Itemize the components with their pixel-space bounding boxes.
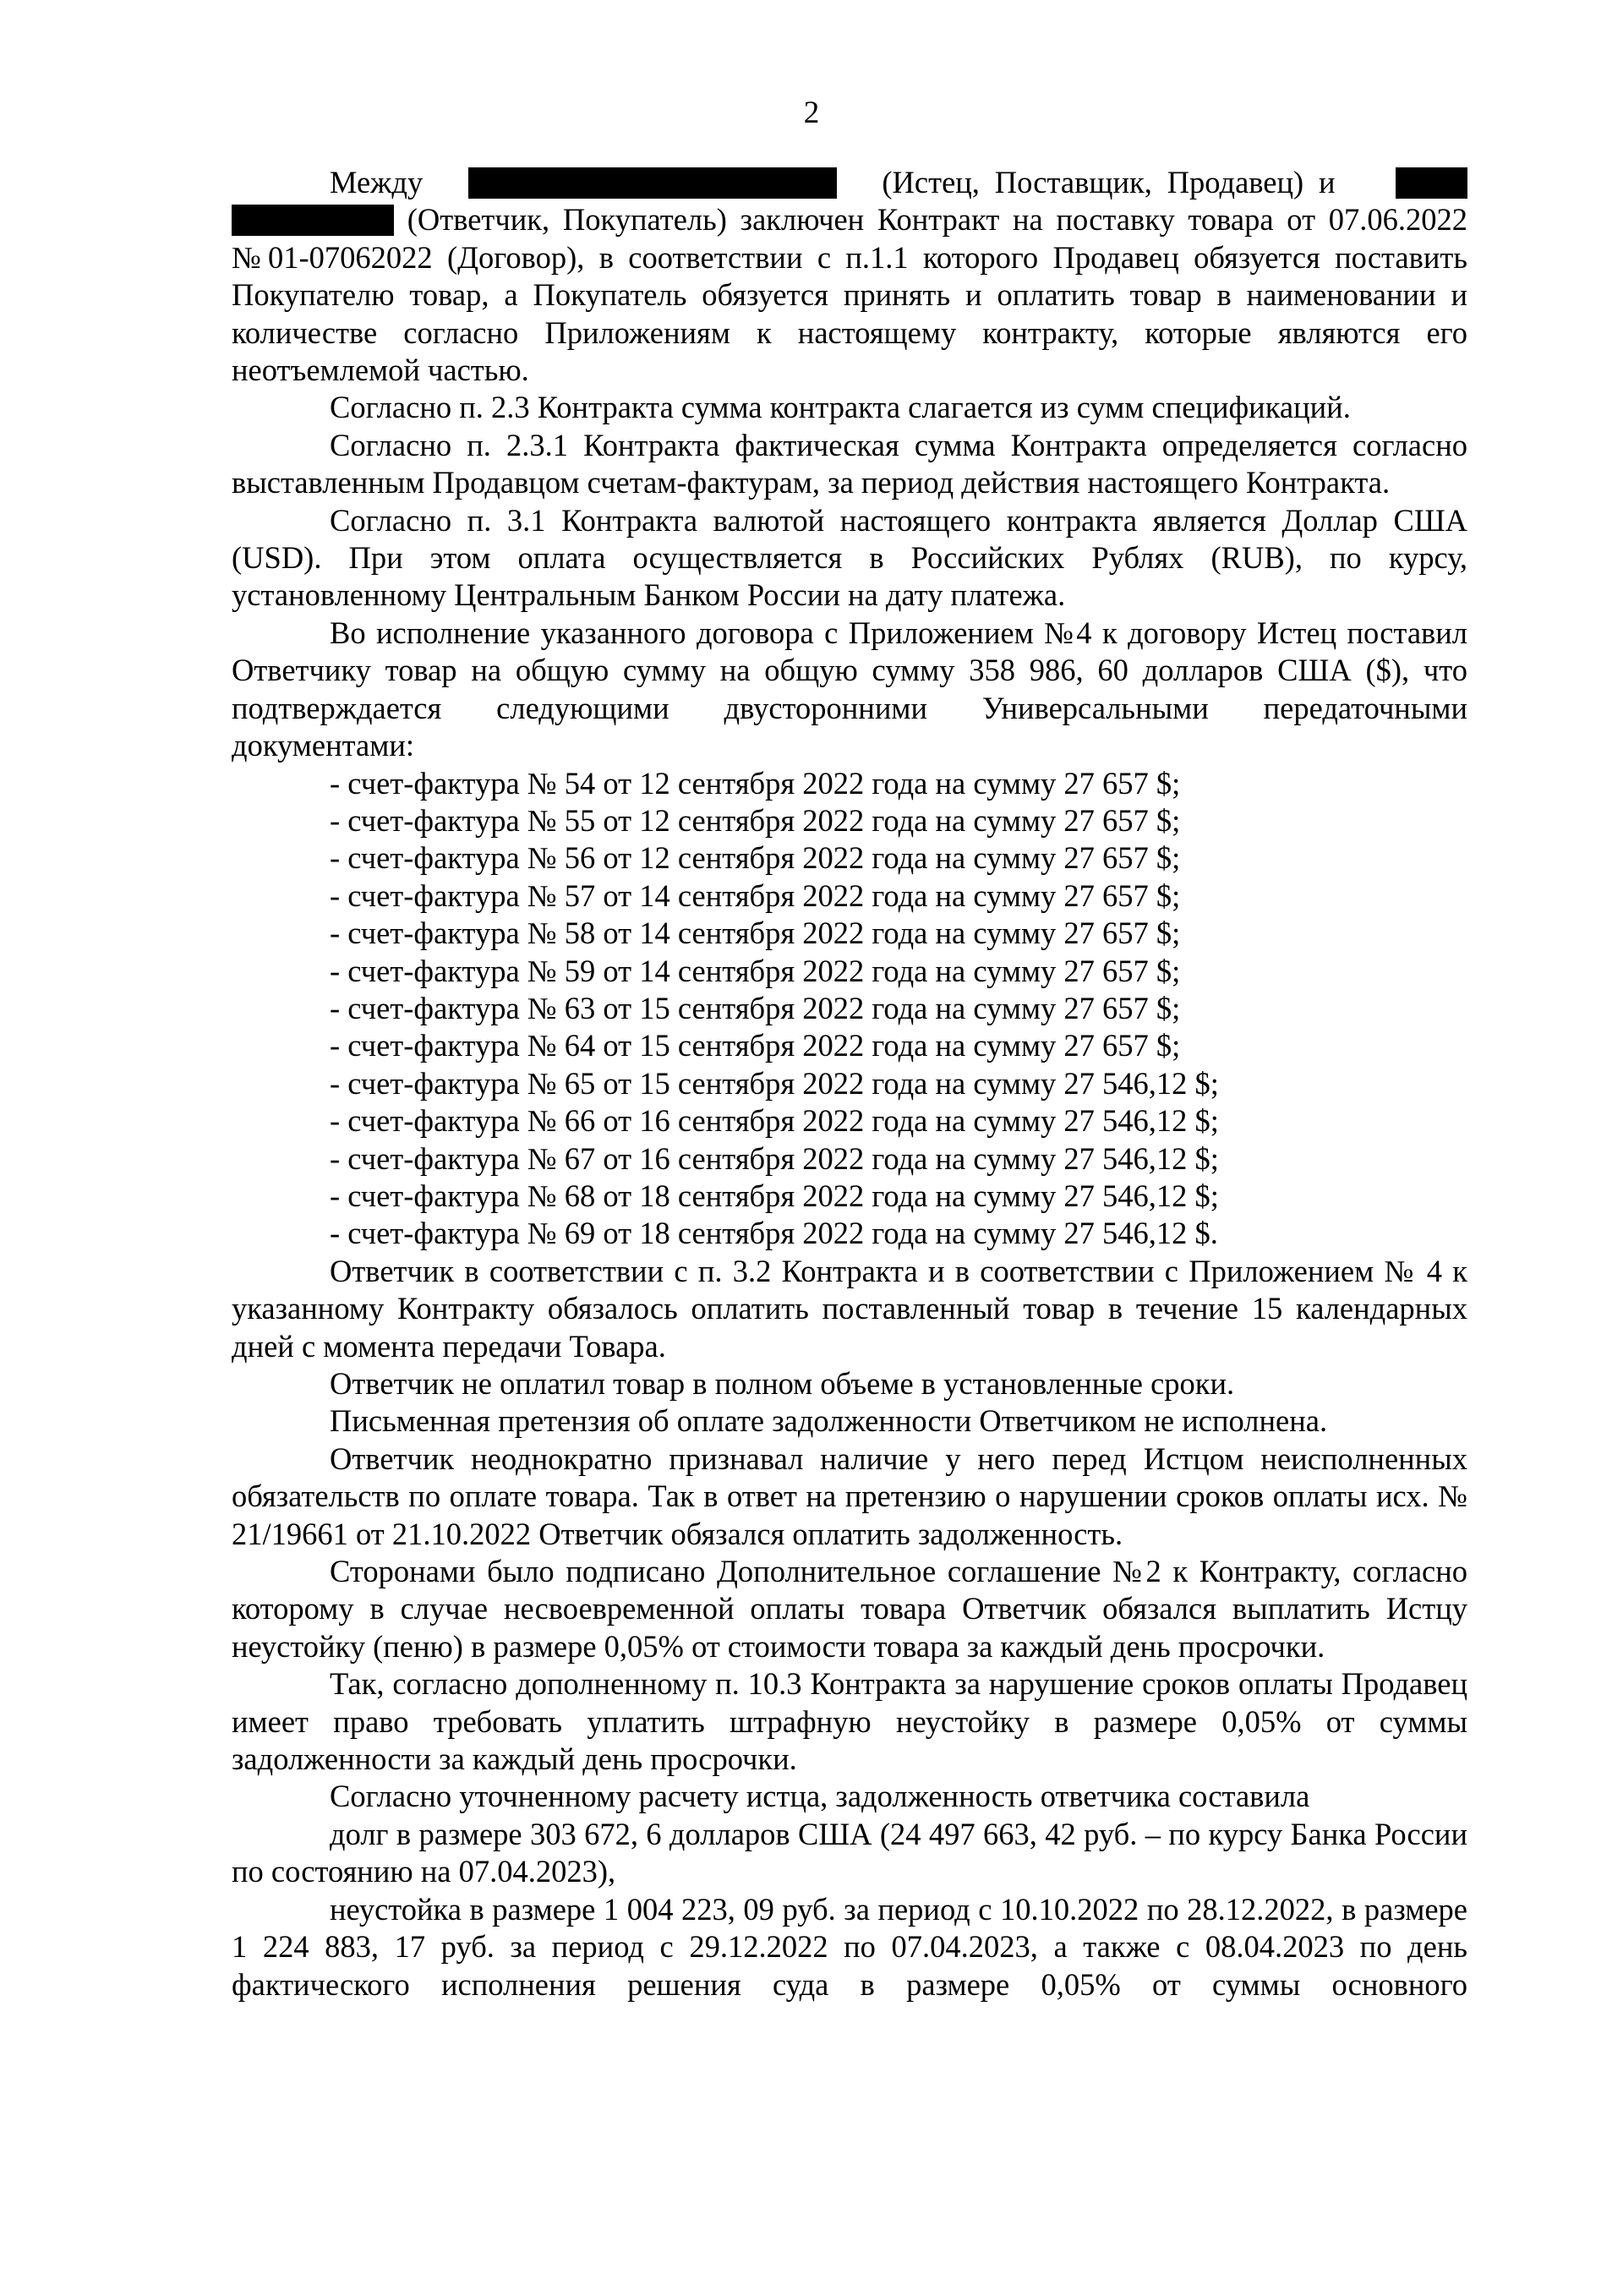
paragraph-clause-2-3: Согласно п. 2.3 Контракта сумма контракта слагается из сумм спецификаций. — [330, 390, 1351, 425]
paragraph-not-paid: Ответчик не оплатил товар в полном объеме в установленные сроки. — [330, 1366, 1235, 1401]
paragraph-debt: долг в размере 303 672, 6 долларов США (24 497 663, 42 руб. – по курсу Банка России по состоянию на 07.04.2023), — [232, 1816, 1467, 1889]
invoice-item: - счет-фактура № 56 от 12 сентября 2022 года на сумму 27 657 $; — [330, 840, 1181, 876]
parties-lead: Между — [330, 165, 424, 200]
invoice-item: - счет-фактура № 69 от 18 сентября 2022 года на сумму 27 546,12 $. — [330, 1216, 1218, 1251]
invoice-list — [232, 765, 1467, 1253]
invoice-item: - счет-фактура № 65 от 15 сентября 2022 года на сумму 27 546,12 $; — [330, 1065, 1219, 1101]
redacted-defendant-name-part1 — [1396, 167, 1467, 199]
paragraph-delivery: Во исполнение указанного договора с Приложением №4 к договору Истец поставил Ответчику товар на общую сумму на общую сумму 358 986, 60 долларов США ($), что подтверждается следующими двусторонними Универсальными передаточными документами: — [232, 615, 1467, 763]
page-number: 2 — [803, 96, 820, 130]
invoice-item: - счет-фактура № 54 от 12 сентября 2022 года на сумму 27 657 $; — [330, 765, 1181, 801]
paragraph-penalty: неустойка в размере 1 004 223, 09 руб. за период с 10.10.2022 по 28.12.2022, в размере 1 224 883, 17 руб. за период с 29.12.2022 по 07.04.2023, а также с 08.04.2023 по день фактического исполнения решения суда в размере 0,05% от суммы основного — [232, 1891, 1467, 2002]
redacted-plaintiff-name — [468, 167, 837, 199]
invoice-item: - счет-фактура № 67 от 16 сентября 2022 года на сумму 27 546,12 $; — [330, 1140, 1219, 1176]
redacted-defendant-name-part2 — [232, 205, 394, 236]
invoice-item: - счет-фактура № 59 от 14 сентября 2022 года на сумму 27 657 $; — [330, 953, 1181, 988]
paragraph-clause-3-1: Согласно п. 3.1 Контракта валютой настоящего контракта является Доллар США (USD). При этом оплата осуществляется в Российских Рублях (RUB), по курсу, установленному Центральным Банком России на дату платежа. — [232, 502, 1467, 613]
paragraph-agreement: Сторонами было подписано Дополнительное соглашение №2 к Контракту, согласно которому в случае несвоевременной оплаты товара Ответчик обязался выплатить Истцу неустойку (пеню) в размере 0,05% от стоимости товара за каждый день просрочки. — [232, 1554, 1467, 1664]
invoice-item: - счет-фактура № 66 от 16 сентября 2022 года на сумму 27 546,12 $; — [330, 1103, 1219, 1139]
paragraph-parties — [232, 164, 1467, 389]
paragraph-clause-10-3: Так, согласно дополненному п. 10.3 Контракта за нарушение сроков оплаты Продавец имеет право требовать уплатить штрафную неустойку в размере 0,05% от суммы задолженности за каждый день просрочки. — [232, 1666, 1467, 1777]
invoice-item: - счет-фактура № 68 от 18 сентября 2022 года на сумму 27 546,12 $; — [330, 1178, 1219, 1213]
parties-rest: (Ответчик, Покупатель) заключен Контракт на поставку товара от 07.06.2022 №01-07062022 (Договор), в соответствии с п.1.1 которого Продавец обязуется поставить Покупателю товар, а Покупатель обязуется принять и оплатить товар в наименовании и количестве согласно Приложениям к настоящему контракту, которые являются его неотъемлемой частью. — [232, 202, 1468, 388]
invoice-item: - счет-фактура № 58 от 14 сентября 2022 года на сумму 27 657 $; — [330, 916, 1181, 951]
paragraph-clause-3-2: Ответчик в соответствии с п. 3.2 Контракта и в соответствии с Приложением № 4 к указанному Контракту обязалось оплатить поставленный товар в течение 15 календарных дней с момента передачи Товара. — [232, 1253, 1467, 1364]
paragraph-calculation-intro: Согласно уточненному расчету истца, задолженность ответчика составила — [330, 1779, 1310, 1814]
invoice-item: - счет-фактура № 55 от 12 сентября 2022 года на сумму 27 657 $; — [330, 802, 1181, 838]
invoice-item: - счет-фактура № 64 от 15 сентября 2022 года на сумму 27 657 $; — [330, 1028, 1181, 1063]
paragraph-acknowledged: Ответчик неоднократно признавал наличие у него перед Истцом неисполненных обязательств по оплате товара. Так в ответ на претензию о нарушении сроков оплаты исх. № 21/19661 от 21.10.2022 Ответчик обязался оплатить задолженность. — [232, 1440, 1467, 1551]
invoice-item: - счет-фактура № 63 от 15 сентября 2022 года на сумму 27 657 $; — [330, 990, 1181, 1025]
invoice-item: - счет-фактура № 57 от 14 сентября 2022 года на сумму 27 657 $; — [330, 877, 1181, 913]
paragraph-clause-2-3-1: Согласно п. 2.3.1 Контракта фактическая сумма Контракта определяется согласно выставленным Продавцом счетам-фактурам, за период действия настоящего Контракта. — [232, 427, 1467, 500]
document-body — [232, 164, 1467, 2004]
parties-mid: (Истец, Поставщик, Продавец) и — [882, 165, 1336, 200]
paragraph-claim: Письменная претензия об оплате задолженности Ответчиком не исполнена. — [330, 1403, 1328, 1439]
